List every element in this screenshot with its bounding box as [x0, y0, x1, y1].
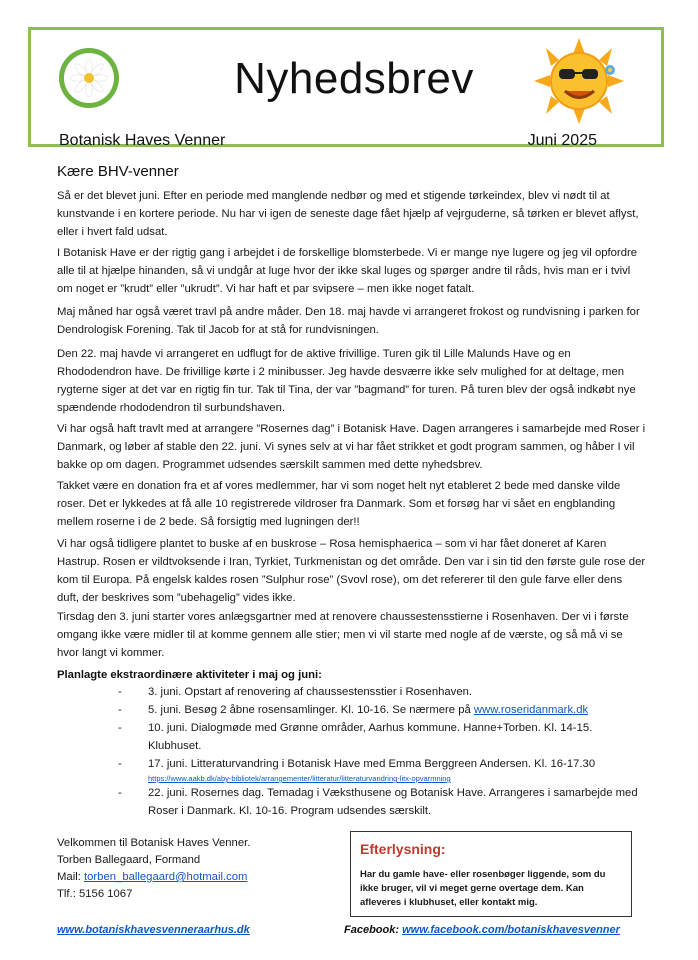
contact-block — [57, 835, 250, 903]
activities-list — [118, 683, 648, 820]
paragraph: Vi har også haft travlt med at arrangere ”Rosernes dag” i Botanisk Have. Dagen arrangeres i samarbejde med Roser i Danmark, og løber af stable den 22. juni. Vi synes selv at vi har fået strikket et godt program sammen, og håber I vil bakke op om dagen. Programmet udsendes særskilt sammen med dette nyhedsbrev. — [57, 423, 646, 471]
paragraph: Maj måned har også været travl på andre måder. Den 18. maj havde vi arrangeret frokost og rundvisning i parken for Dendrologisk Forening. Tak til Jacob for at stå for rundvisningen. — [57, 306, 640, 336]
issue-date: Juni 2025 — [527, 132, 597, 149]
library-event-link[interactable]: https://www.aakb.dk/aby-bibliotek/arrangementer/litteratur/litteraturvandring-litx-opvarmning — [148, 774, 451, 783]
paragraph: Takket være en donation fra et af vores medlemmer, har vi som noget helt nyt etableret 2 bede med danske vilde roser. Det er lykkedes at få alle 10 registrerede vildroser fra Danmark. Som et forsøg har vi sået en engblanding mellem roserne i de 2 bede. Så forsigtig med lugningen der!! — [57, 480, 621, 528]
paragraph: I Botanisk Have er der rigtig gang i arbejdet i de forskellige blomsterbede. Vi er mange nye lugere og jeg vil opfordre alle til at hjælpe hinanden, så vi undgår at luge hvor der ikke skal luges og spørger andre til råds, hvis man er i tvivl om noget er ”krudt” eller ”ukrudt”. Vi har haft et par svipsere – men ikke noget fatalt. — [57, 247, 638, 295]
notice-title: Efterlysning: — [360, 841, 446, 857]
newsletter-title: Nyhedsbrev — [234, 54, 474, 103]
email-link[interactable]: torben_ballegaard@hotmail.com — [84, 871, 248, 883]
list-item: - 5. juni. Besøg 2 åbne rosensamlinger. Kl. 10-16. Se nærmere på www.roseridanmark.dk — [118, 704, 589, 716]
organization-name: Botanisk Haves Venner — [59, 132, 226, 149]
list-item: - 22. juni. Rosernes dag. Temadag i Væksthusene og Botanisk Have. Arrangeres i samarbejde med Roser i Danmark. Kl. 10-16. Program udsendes særskilt. — [118, 787, 638, 817]
club-logo — [59, 48, 119, 108]
activities-heading: Planlagte ekstraordinære aktiviteter i maj og juni: — [57, 669, 322, 681]
list-item: - 10. juni. Dialogmøde med Grønne områder, Aarhus kommune. Hanne+Torben. Kl. 14-15. Klubhuset. — [118, 722, 593, 752]
mail-line: Mail: torben_ballegaard@hotmail.com — [57, 871, 248, 883]
greeting: Kære BHV-venner — [57, 163, 179, 180]
list-item: - 3. juni. Opstart af renovering af chaussestensstier i Rosenhaven. — [118, 686, 473, 698]
paragraph: Vi har også tidligere plantet to buske af en buskrose – Rosa hemisphaerica – som vi har fået doneret af Karen Hastrup. Rosen er vildtvoksende i Iran, Tyrkiet, Turkmenistan og det område. Den var i sin tid den første gule rose der kom til Europa. På engelsk kaldes rosen ”Sulphur rose” (Svovl rose), om det refererer til den gule farve eller dens duft, der beskrives som ”ubehagelig” vides ikke. — [57, 538, 646, 604]
paragraph: Tirsdag den 3. juni starter vores anlægsgartner med at renovere chaussestensstierne i Rosenhaven. Der vi i første omgang ikke være midler til at komme gennem alle stier; men vi vil starte med nogle af de værste, og så må vi se hvor langt vi kommer. — [57, 611, 629, 659]
chairman-name: Torben Ballegaard, Formand — [57, 854, 201, 866]
facebook-link[interactable]: www.facebook.com/botaniskhavesvenner — [402, 924, 620, 936]
notice-box — [350, 831, 632, 917]
paragraph: Den 22. maj havde vi arrangeret en udflugt for de aktive frivillige. Turen gik til Lille Malunds Have og en Rhododendron have. De frivillige kørte i 2 minibusser. Jeg havde desværre ikke selv mulighed for at deltage, men rygterne siger at det var en rigtig fin tur. Tak til Tina, der var ”bagmand” for turen. På turen blev der også indkøbt nye spændende rhododendron til surbundshaven. — [57, 348, 636, 414]
website-link[interactable]: www.botaniskhavesvenneraarhus.dk — [57, 924, 250, 936]
phone-number: Tlf.: 5156 1067 — [57, 888, 133, 900]
sun-mascot-image — [524, 36, 634, 126]
roser-i-danmark-link[interactable]: www.roseridanmark.dk — [473, 704, 589, 716]
welcome-text: Velkommen til Botanisk Haves Venner. — [57, 837, 251, 849]
list-item: - 17. juni. Litteraturvandring i Botanisk Have med Emma Berggreen Andersen. Kl. 16-17.30 https://www.aakb.dk/aby-bibliotek/arrangementer/litteratur/litteraturvandring-litx-opvarmning — [118, 755, 648, 784]
notice-body: Har du gamle have- eller rosenbøger liggende, som du ikke bruger, vil vi meget gerne overtage dem. Kan afleveres i klubhuset, eller kontakt mig. — [360, 869, 606, 908]
newsletter-header — [28, 27, 664, 147]
paragraph: Så er det blevet juni. Efter en periode med manglende nedbør og med et stigende tørkeindex, blev vi nødt til at kunstvande i en kortere periode. Nu har vi igen de seneste dage fået hjælp af vejrguderne, så tørken er blevet aflyst, eller i hvert fald udsat. — [57, 190, 639, 238]
facebook-line: Facebook: www.facebook.com/botaniskhavesvenner — [344, 924, 620, 936]
